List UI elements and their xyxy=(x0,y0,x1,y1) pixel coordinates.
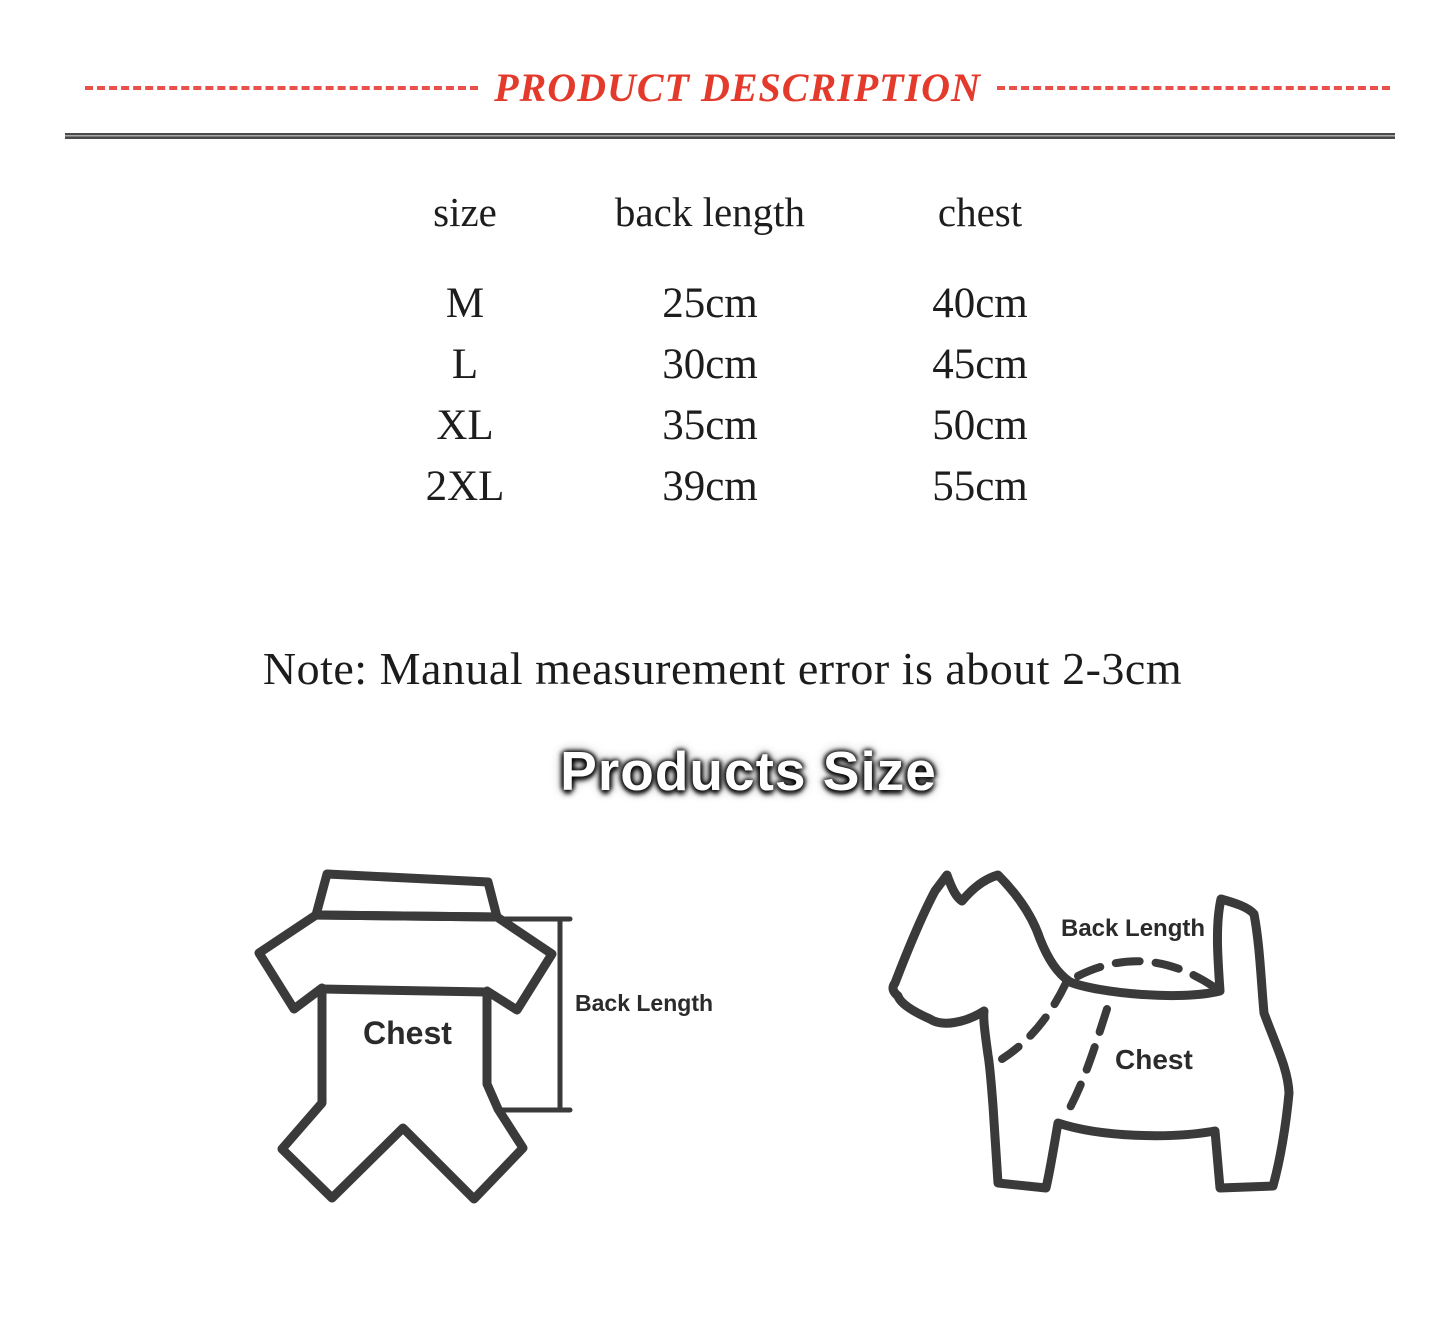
cell-size: 2XL xyxy=(425,463,505,510)
header-dash-line-left xyxy=(85,86,478,90)
cell-size: M xyxy=(445,280,485,327)
column-header-chest: chest xyxy=(937,189,1023,235)
dog-neck-dashed-line xyxy=(1002,983,1066,1059)
cell-chest: 50cm xyxy=(932,402,1028,449)
measurement-note: Note: Manual measurement error is about 2-3cm xyxy=(262,643,1183,694)
garment-diagram xyxy=(230,841,750,1271)
measurement-diagrams xyxy=(230,841,1445,1286)
dog-chest-label: Chest xyxy=(1115,1044,1193,1075)
cell-chest: 55cm xyxy=(932,463,1028,510)
product-description-header xyxy=(85,64,1390,111)
dog-back-length-dashed-line xyxy=(1078,961,1217,989)
cell-back-length: 25cm xyxy=(662,280,758,327)
cell-size: L xyxy=(451,341,479,388)
table-row xyxy=(350,456,1120,517)
table-row xyxy=(350,395,1120,456)
size-table xyxy=(350,187,1120,517)
dog-back-length-label: Back Length xyxy=(1060,915,1206,942)
garment-body-outline xyxy=(259,915,552,1199)
products-size-title: Products Size xyxy=(560,740,937,802)
garment-yoke-seam xyxy=(322,989,487,992)
size-table-header-row xyxy=(350,187,1120,237)
dog-chest-dashed-line xyxy=(1065,1009,1107,1117)
cell-back-length: 35cm xyxy=(662,402,758,449)
cell-back-length: 39cm xyxy=(662,463,758,510)
cell-back-length: 30cm xyxy=(662,341,758,388)
cell-chest: 40cm xyxy=(932,280,1028,327)
table-row xyxy=(350,334,1120,395)
column-header-size: size xyxy=(433,189,497,235)
garment-back-length-label: Back Length xyxy=(575,990,714,1016)
page-title: PRODUCT DESCRIPTION xyxy=(494,65,981,110)
cell-chest: 45cm xyxy=(932,341,1028,388)
dog-diagram xyxy=(880,841,1360,1286)
cell-size: XL xyxy=(436,402,494,449)
garment-chest-label: Chest xyxy=(363,1015,452,1051)
header-dash-line-right xyxy=(997,86,1390,90)
column-header-back-length: back length xyxy=(614,189,806,235)
table-row xyxy=(350,273,1120,334)
garment-collar-outline xyxy=(316,874,497,917)
divider-line xyxy=(65,133,1395,139)
